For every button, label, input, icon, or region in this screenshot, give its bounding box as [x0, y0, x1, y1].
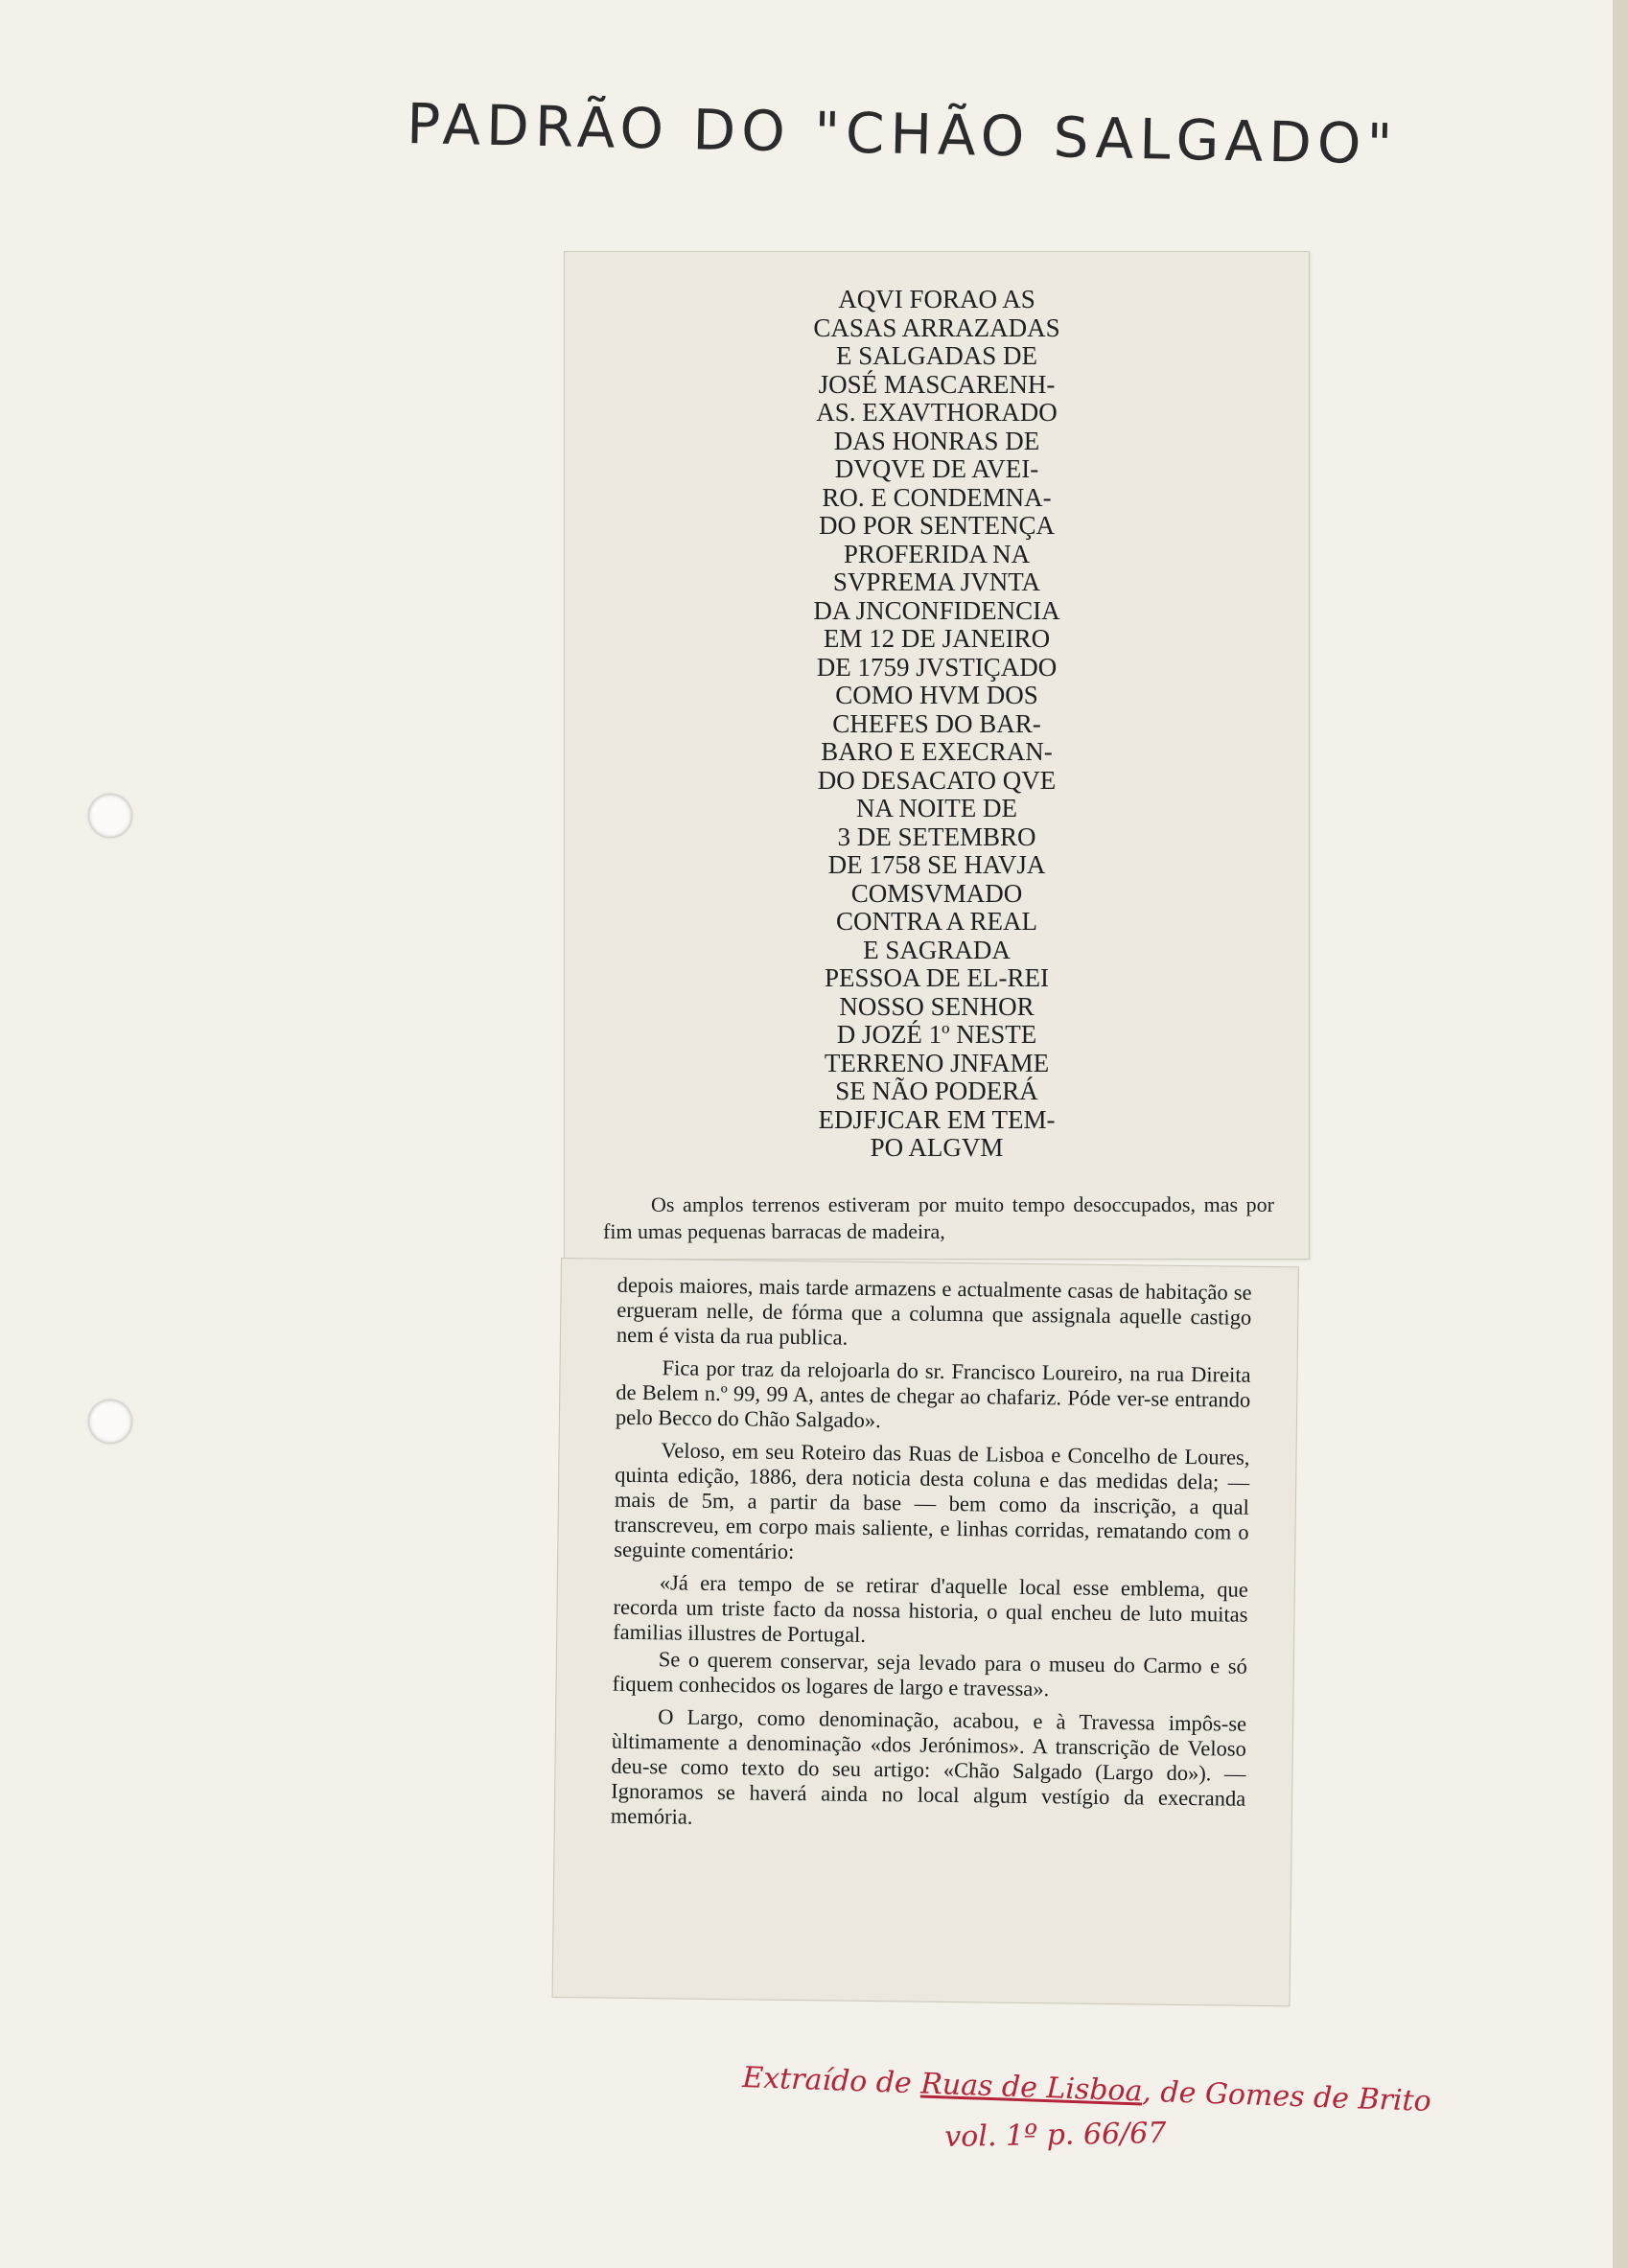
inscription-line: DO DESACATO QVE [817, 765, 1057, 795]
article-paragraph-2: Fica por traz da relojoarla do sr. Francisco Loureiro, na rua Direita de Belem n.º 99, 99 A, antes de chegar ao chafariz. Póde ver-se entrando pelo Becco do Chão Salgado». [615, 1355, 1251, 1433]
punch-hole-top [88, 794, 132, 838]
faint-show-through-text [201, 96, 212, 134]
inscription-line: CHEFES DO BAR- [832, 708, 1041, 738]
note-source-title: Ruas de Lisboa [919, 2067, 1144, 2109]
inscription-line: NA NOITE DE [856, 794, 1017, 822]
handwritten-title: PADRÃO DO "CHÃO SALGADO" [406, 91, 1399, 177]
inscription-line: SE NÃO PODERÁ [835, 1076, 1038, 1105]
article-paragraph-1: depois maiores, mais tarde armazens e actualmente casas de habitação se ergueram nelle, de fórma que a columna que assignala aquelle castigo nem é vista da rua publica. [616, 1272, 1252, 1350]
note-suffix: , de Gomes de Brito [1141, 2074, 1432, 2119]
inscription-line: NOSSO SENHOR [839, 991, 1035, 1021]
inscription-line: BARO E EXECRAN- [821, 737, 1053, 766]
article-paragraph-6: O Largo, como denominação, acabou, e à Travessa impôs-se ùltimamente a denominação «dos Jerónimos». A transcrição de Veloso deu-se como texto do seu artigo: «Chão Salgado (Largo do»). — Ignoramos se haverá ainda no local algum vestígio da execranda memória. [610, 1704, 1247, 1829]
inscription-line: TERRENO JNFAME [824, 1048, 1050, 1077]
inscription-line: E SAGRADA [863, 935, 1011, 964]
inscription-line: CONTRA A REAL [835, 907, 1038, 936]
page-edge [1613, 0, 1628, 2268]
newspaper-clipping-bottom [552, 1258, 1299, 2006]
inscription-line: DAS HONRAS DE [833, 426, 1040, 455]
inscription-line: AQVI FORAO AS [838, 285, 1035, 313]
inscription-line: D JOZÉ 1º NESTE [836, 1020, 1037, 1049]
inscription-line: PESSOA DE EL-REI [824, 963, 1049, 992]
inscription-line: E SALGADAS DE [835, 341, 1037, 370]
newspaper-clipping-top [564, 251, 1310, 1260]
article-text [611, 1273, 1252, 1844]
punch-hole-bottom [88, 1400, 132, 1444]
article-paragraph-5: Se o querem conservar, seja levado para o museu do Carmo e só fiquem conhecidos os logares de largo e travessa». [612, 1647, 1247, 1701]
inscription-line: 3 DE SETEMBRO [837, 822, 1036, 851]
inscription-line: DA JNCONFIDENCIA [813, 595, 1060, 625]
inscription-line: EM 12 DE JANEIRO [823, 624, 1051, 653]
inscription-line: RO. E CONDEMNA- [822, 482, 1052, 512]
inscription-line: DO POR SENTENÇA [818, 511, 1056, 540]
inscription-line: JOSÉ MASCARENH- [818, 369, 1056, 399]
inscription-line: COMSVMADO [850, 878, 1023, 908]
inscription-line: CASAS ARRAZADAS [813, 312, 1060, 342]
inscription-line: DE 1759 JVSTIÇADO [816, 652, 1058, 682]
inscription-line: COMO HVM DOS [835, 681, 1038, 709]
intro-paragraph [603, 1192, 1274, 1245]
handwritten-source-note [742, 2061, 1431, 2118]
inscription-text [565, 286, 1309, 1163]
inscription-line: DVQVE DE AVEI- [834, 454, 1039, 483]
intro-text: Os amplos terrenos estiveram por muito tempo desoccupados, mas por fim umas pequenas barracas de madeira, [603, 1192, 1274, 1243]
note-prefix: Extraído de [741, 2061, 913, 2101]
inscription-line: AS. EXAVTHORADO [816, 398, 1058, 427]
article-paragraph-4: «Já era tempo de se retirar d'aquelle local esse emblema, que recorda um triste facto da nossa historia, o qual encheu de luto muitas familias illustres de Portugal. [613, 1570, 1248, 1647]
inscription-line: PROFERIDA NA [843, 539, 1031, 568]
handwritten-volume-note: vol. 1º p. 66/67 [944, 2116, 1167, 2154]
article-paragraph-3: Veloso, em seu Roteiro das Ruas de Lisboa e Concelho de Loures, quinta edição, 1886, dera noticia desta coluna e das medidas dela; — mais de 5m, a partir da base — bem como da inscrição, a qual transcreveu, em corpo mais saliente, e linhas corridas, rematando com o seguinte comentário: [614, 1438, 1250, 1563]
inscription-line: SVPREMA JVNTA [832, 567, 1041, 596]
inscription-line: DE 1758 SE HAVJA [827, 850, 1046, 879]
inscription-line: EDJFJCAR EM TEM- [818, 1104, 1056, 1134]
inscription-line: PO ALGVM [870, 1133, 1004, 1162]
